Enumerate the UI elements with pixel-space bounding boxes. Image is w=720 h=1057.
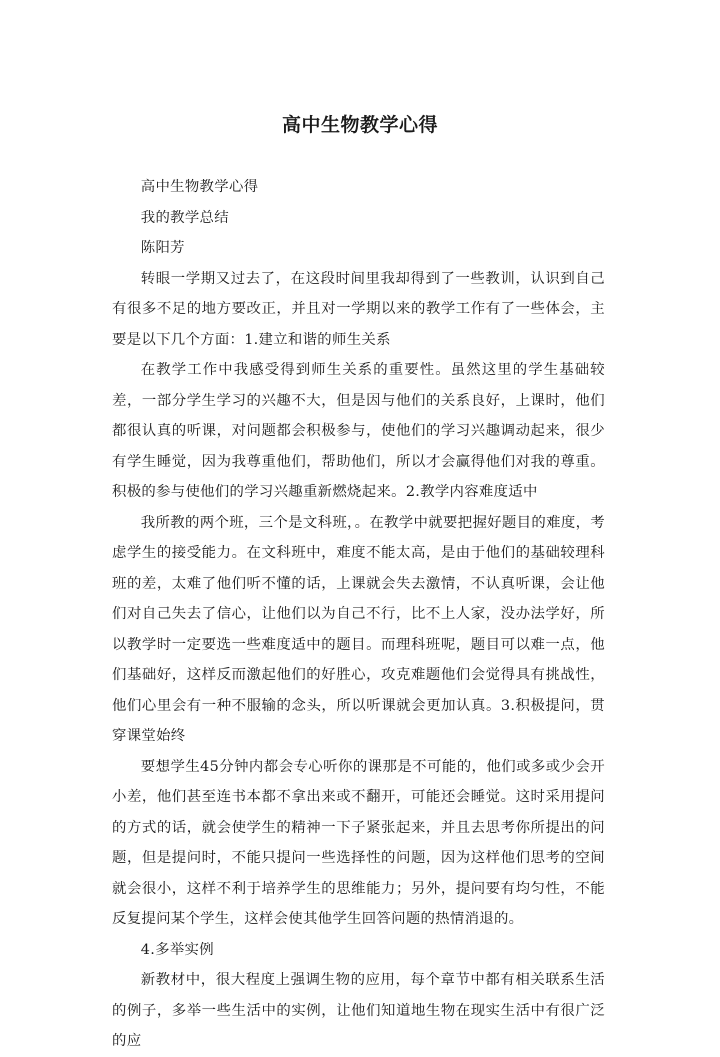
page-title: 高中生物教学心得 bbox=[281, 114, 438, 136]
paragraph-subtitle: 我的教学总结 bbox=[140, 209, 229, 226]
paragraph-relationship: 在教学工作中我感受得到师生关系的重要性。虽然这里的学生基础较差，一部分学生学习的兴趣不大，但是因与他们的关系良好，上课时，他们都很认真的听课，对问题都会积极参与，使他们的学习兴趣调动起来，很少有学生睡觉，因为我尊重他们，帮助他们，所以才会赢得他们对我的尊重。积极的参与使他们的学习兴趣重新燃烧起来。2.教学内容难度适中 bbox=[112, 362, 605, 500]
paragraph-intro: 转眼一学期又过去了，在这段时间里我却得到了一些教训，认识到自己有很多不足的地方要改正，并且对一学期以来的教学工作有了一些体会，主要是以下几个方面：1.建立和谐的师生关系 bbox=[112, 270, 605, 348]
paragraph-examples-heading: 4.多举实例 bbox=[140, 941, 214, 958]
paragraph-author: 陈阳芳 bbox=[140, 240, 185, 256]
paragraph-questioning: 要想学生45分钟内都会专心听你的课那是不可能的，他们或多或少会开小差，他们甚至连书本都不拿出来或不翻开，可能还会睡觉。这时采用提问的方式的话，就会使学生的精神一下子紧张起来，并且去思考你所提出的问题，但是提问时，不能只提问一些选择性的问题，因为这样他们思考的空间就会很小，这样不利于培养学生的思维能力；另外，提问要有均匀性，不能反复提问某个学生，这样会使其他学生回答问题的热情消退的。 bbox=[112, 758, 605, 927]
paragraph-title-repeat: 高中生物教学心得 bbox=[140, 179, 259, 195]
document-body bbox=[112, 172, 605, 1057]
paragraph-difficulty: 我所教的两个班，三个是文科班，。在教学中就要把握好题目的难度，考虑学生的接受能力。在文科班中，难度不能太高，是由于他们的基础较理科班的差，太难了他们听不懂的话，上课就会失去激情，不认真听课，会让他们对自己失去了信心，让他们以为自己不行，比不上人家，没办法学好，所以教学时一定要选一些难度适中的题目。而理科班呢，题目可以难一点，他们基础好，这样反而激起他们的好胜心，攻克难题他们会觉得具有挑战性，他们心里会有一种不服输的念头，所以听课就会更加认真。3.积极提问，贯穿课堂始终 bbox=[112, 514, 605, 744]
paragraph-examples: 新教材中，很大程度上强调生物的应用，每个章节中都有相关联系生活的例子，多举一些生活中的实例，让他们知道地生物在现实生活中有很广泛的应 bbox=[112, 972, 605, 1049]
